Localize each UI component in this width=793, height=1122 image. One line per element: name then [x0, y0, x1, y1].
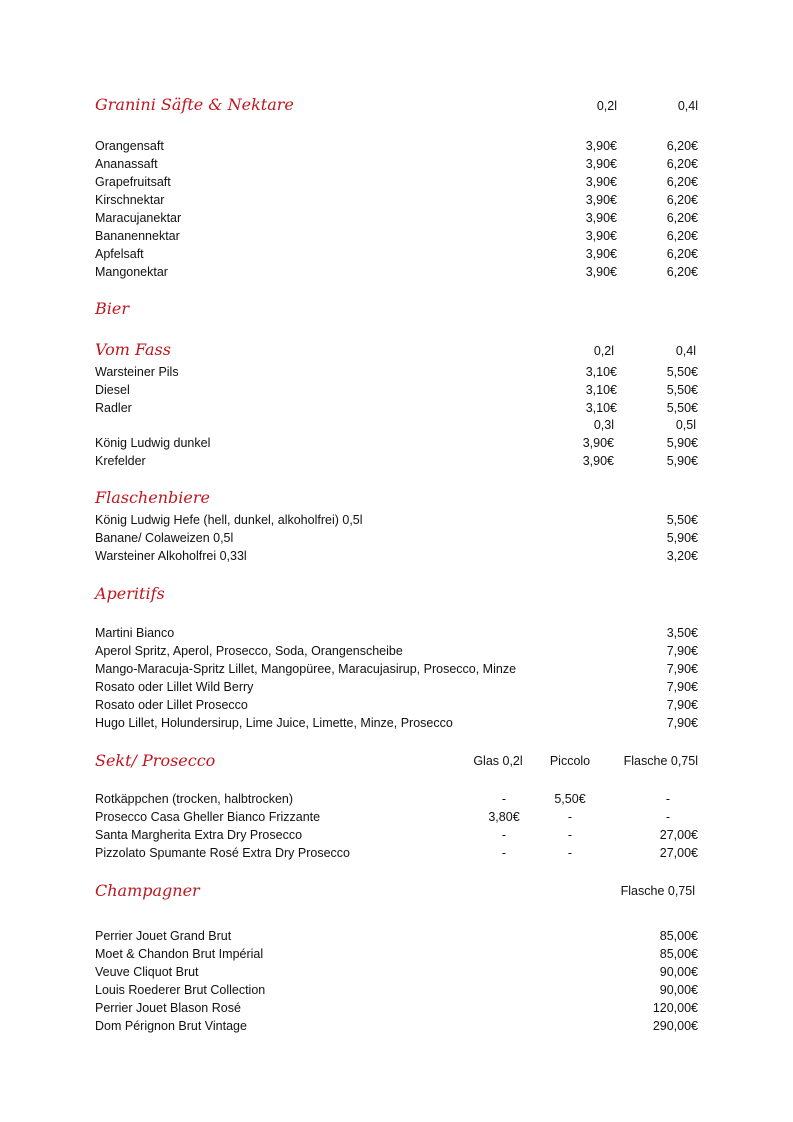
section-heading: Aperitifs [95, 584, 165, 603]
item-price: 5,50€ [666, 365, 698, 379]
section-heading: Flaschenbiere [95, 488, 210, 507]
item-price: 3,90€ [585, 247, 617, 261]
item-name: Krefelder [95, 454, 146, 468]
column-header: 0,2l [593, 344, 614, 358]
item-price: 3,90€ [585, 265, 617, 279]
item-name: Warsteiner Pils [95, 365, 179, 379]
item-price: 120,00€ [652, 1001, 698, 1015]
item-name: Radler [95, 401, 132, 415]
item-price: 3,90€ [585, 175, 617, 189]
item-price: 3,90€ [585, 211, 617, 225]
item-price: 3,90€ [585, 157, 617, 171]
item-price: 85,00€ [659, 947, 698, 961]
section-heading: Sekt/ Prosecco [95, 751, 216, 770]
item-name: Banane/ Colaweizen 0,5l [95, 531, 234, 545]
item-price: 3,90€ [582, 436, 614, 450]
item-name: Orangensaft [95, 139, 164, 153]
item-price: 6,20€ [666, 211, 698, 225]
item-name: Rosato oder Lillet Wild Berry [95, 680, 254, 694]
column-header: Glas 0,2l [473, 754, 523, 768]
item-price: 3,50€ [666, 626, 698, 640]
column-header: Flasche 0,75l [623, 754, 698, 768]
column-header: 0,4l [677, 99, 698, 113]
item-name: Apfelsaft [95, 247, 144, 261]
item-price: 6,20€ [666, 139, 698, 153]
item-price: 6,20€ [666, 175, 698, 189]
item-name: Dom Pérignon Brut Vintage [95, 1019, 247, 1033]
column-header: 0,4l [675, 344, 696, 358]
item-name: Rosato oder Lillet Prosecco [95, 698, 248, 712]
item-name: Moet & Chandon Brut Impérial [95, 947, 264, 961]
column-header: 0,2l [596, 99, 617, 113]
item-price: 6,20€ [666, 265, 698, 279]
item-price: 3,10€ [585, 383, 617, 397]
item-price: - [567, 846, 573, 860]
item-name: Diesel [95, 383, 130, 397]
item-price: 90,00€ [659, 983, 698, 997]
item-price: 27,00€ [659, 846, 698, 860]
item-name: Bananennektar [95, 229, 180, 243]
item-name: Ananassaft [95, 157, 158, 171]
item-name: Perrier Jouet Blason Rosé [95, 1001, 241, 1015]
subsection-heading: Vom Fass [95, 340, 171, 359]
item-price: 5,90€ [666, 531, 698, 545]
item-price: 6,20€ [666, 229, 698, 243]
item-price: 5,50€ [554, 792, 586, 806]
item-price: - [567, 810, 573, 824]
item-price: 3,80€ [488, 810, 520, 824]
column-header: 0,3l [593, 418, 614, 432]
item-name: Grapefruitsaft [95, 175, 171, 189]
item-price: 6,20€ [666, 157, 698, 171]
item-name: Hugo Lillet, Holundersirup, Lime Juice, Limette, Minze, Prosecco [95, 716, 453, 730]
section-heading: Granini Säfte & Nektare [95, 95, 294, 114]
column-header: 0,5l [675, 418, 696, 432]
item-name: Pizzolato Spumante Rosé Extra Dry Prosecco [95, 846, 350, 860]
item-name: Prosecco Casa Gheller Bianco Frizzante [95, 810, 321, 824]
item-price: 3,90€ [585, 193, 617, 207]
column-header: Piccolo [549, 754, 591, 768]
item-price: 5,50€ [666, 513, 698, 527]
item-price: 27,00€ [659, 828, 698, 842]
item-name: Kirschnektar [95, 193, 165, 207]
item-price: 3,20€ [666, 549, 698, 563]
item-price: - [501, 846, 507, 860]
item-price: 85,00€ [659, 929, 698, 943]
column-header: Flasche 0,75l [620, 884, 695, 898]
item-price: 7,90€ [666, 698, 698, 712]
item-price: 3,90€ [582, 454, 614, 468]
item-price: 6,20€ [666, 193, 698, 207]
item-price: 5,50€ [666, 401, 698, 415]
item-price: 3,90€ [585, 139, 617, 153]
item-name: Martini Bianco [95, 626, 175, 640]
item-name: Mangonektar [95, 265, 168, 279]
item-price: 5,90€ [666, 454, 698, 468]
item-price: - [665, 810, 671, 824]
item-price: 7,90€ [666, 680, 698, 694]
item-name: Rotkäppchen (trocken, halbtrocken) [95, 792, 294, 806]
item-price: 6,20€ [666, 247, 698, 261]
item-name: Louis Roederer Brut Collection [95, 983, 266, 997]
item-price: 3,90€ [585, 229, 617, 243]
item-name: König Ludwig dunkel [95, 436, 211, 450]
item-price: - [501, 792, 507, 806]
item-name: Warsteiner Alkoholfrei 0,33l [95, 549, 247, 563]
item-price: 290,00€ [652, 1019, 698, 1033]
item-price: 7,90€ [666, 644, 698, 658]
item-name: Mango-Maracuja-Spritz Lillet, Mangopüree, Maracujasirup, Prosecco, Minze [95, 662, 517, 676]
item-price: 7,90€ [666, 716, 698, 730]
item-price: 5,90€ [666, 436, 698, 450]
item-price: 3,10€ [585, 365, 617, 379]
item-price: - [567, 828, 573, 842]
section-heading: Bier [95, 299, 129, 318]
item-name: Santa Margherita Extra Dry Prosecco [95, 828, 303, 842]
item-name: Veuve Cliquot Brut [95, 965, 199, 979]
item-name: Aperol Spritz, Aperol, Prosecco, Soda, Orangenscheibe [95, 644, 403, 658]
item-price: 90,00€ [659, 965, 698, 979]
item-name: König Ludwig Hefe (hell, dunkel, alkoholfrei) 0,5l [95, 513, 363, 527]
section-heading: Champagner [95, 881, 200, 900]
item-price: - [665, 792, 671, 806]
item-price: 3,10€ [585, 401, 617, 415]
item-price: - [501, 828, 507, 842]
item-name: Maracujanektar [95, 211, 182, 225]
item-name: Perrier Jouet Grand Brut [95, 929, 232, 943]
item-price: 5,50€ [666, 383, 698, 397]
item-price: 7,90€ [666, 662, 698, 676]
